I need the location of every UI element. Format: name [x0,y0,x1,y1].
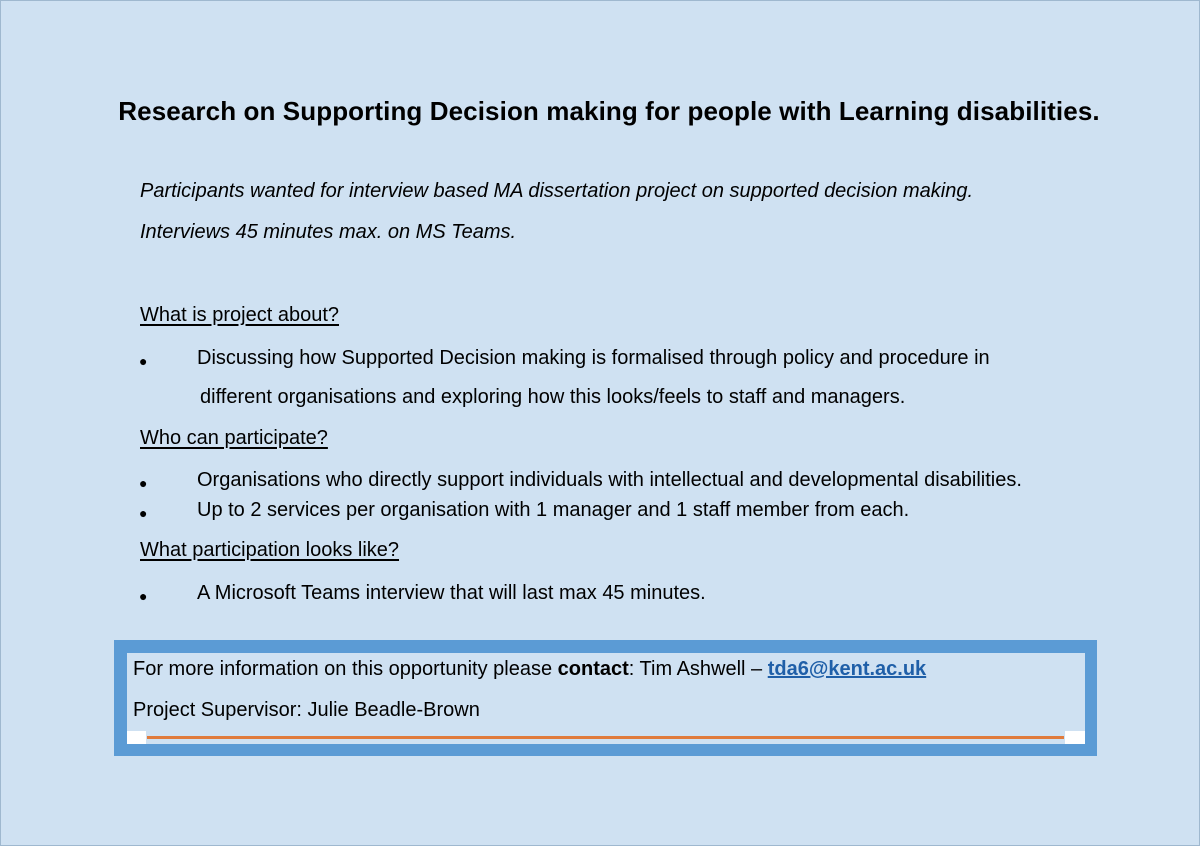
bullet-icon: ● [139,475,148,491]
bullet-icon: ● [139,588,148,604]
bullet-icon: ● [139,505,148,521]
section-heading-who: Who can participate? [140,427,328,449]
supervisor-line: Project Supervisor: Julie Beadle-Brown [133,699,480,721]
page-title: Research on Supporting Decision making for people with Learning disabilities. [118,96,1100,126]
contact-name: : Tim Ashwell – [628,658,768,680]
divider-rule [147,736,1064,739]
intro-line-1: Participants wanted for interview based MA dissertation project on supported decision making. [140,180,974,202]
frame-corner-left [127,731,146,744]
contact-word: contact [557,658,629,680]
contact-line [133,658,926,681]
contact-inner [127,653,1085,744]
list-item-text: Up to 2 services per organisation with 1 manager and 1 staff member from each. [197,499,910,521]
section-heading-about: What is project about? [140,304,339,326]
list-item-text: Discussing how Supported Decision making is formalised through policy and procedure in [197,347,990,369]
frame-corner-right [1065,731,1085,744]
section-heading-participation: What participation looks like? [140,539,400,561]
contact-box [114,640,1097,756]
intro-line-2: Interviews 45 minutes max. on MS Teams. [140,221,517,243]
bullet-icon: ● [139,353,148,369]
contact-prefix: For more information on this opportunity please [133,658,558,680]
list-item-text: Organisations who directly support individuals with intellectual and developmental disabilities. [197,469,1022,491]
list-item-text-continued: different organisations and exploring how this looks/feels to staff and managers. [200,386,906,408]
list-item-text: A Microsoft Teams interview that will last max 45 minutes. [197,582,706,604]
email-link[interactable]: tda6@kent.ac.uk [767,658,927,680]
